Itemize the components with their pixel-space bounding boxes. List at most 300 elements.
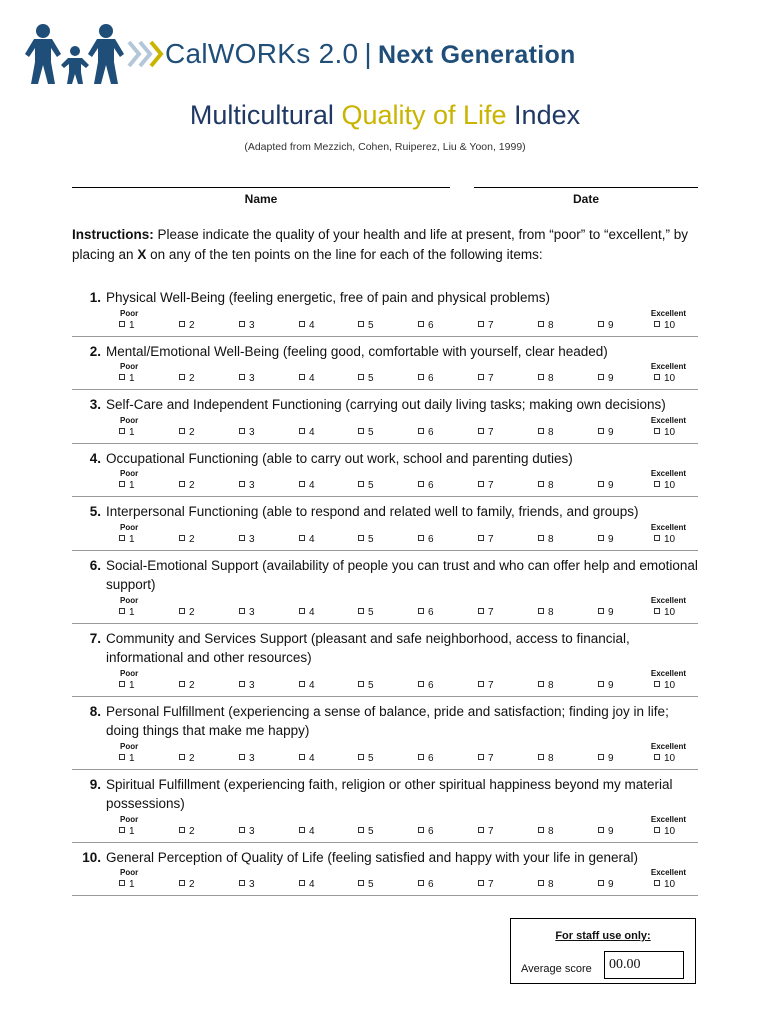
rating-option-label: 10 [664, 606, 676, 618]
rating-option-label: 1 [129, 319, 135, 331]
scale-anchors [72, 415, 698, 426]
checkbox-icon[interactable] [119, 754, 125, 760]
rating-option-label: 3 [249, 825, 255, 837]
checkbox-icon[interactable] [598, 428, 604, 434]
checkbox-icon[interactable] [179, 880, 185, 886]
rating-option[interactable] [418, 480, 434, 491]
rating-option-label: 3 [249, 319, 255, 331]
brand-title [165, 38, 576, 70]
rating-option[interactable] [478, 826, 494, 837]
rating-option[interactable] [239, 480, 255, 491]
rating-scale [72, 825, 698, 839]
checkbox-icon[interactable] [119, 321, 125, 327]
rating-option-label: 7 [488, 480, 494, 491]
checkbox-icon[interactable] [654, 481, 660, 487]
rating-option[interactable] [179, 607, 195, 618]
question-row [72, 502, 698, 522]
checkbox-icon[interactable] [538, 374, 544, 380]
checkbox-icon[interactable] [299, 608, 305, 614]
checkbox-icon[interactable] [119, 374, 125, 380]
rating-option[interactable] [654, 480, 675, 491]
checkbox-icon[interactable] [239, 827, 245, 833]
rating-option[interactable] [418, 680, 434, 691]
rating-option[interactable] [598, 534, 614, 545]
name-field[interactable] [72, 187, 450, 188]
rating-option[interactable] [179, 320, 195, 331]
rating-option[interactable] [598, 753, 614, 764]
rating-option-label: 5 [368, 752, 374, 764]
rating-option[interactable] [358, 607, 374, 618]
checkbox-icon[interactable] [418, 428, 424, 434]
question-item [72, 848, 698, 897]
question-text: Spiritual Fulfillment (experiencing faith, religion or other spiritual happiness beyond my material possessions) [106, 776, 673, 811]
rating-option[interactable] [119, 534, 135, 545]
rating-option[interactable] [418, 320, 434, 331]
rating-option-label: 5 [368, 480, 374, 491]
rating-option[interactable] [358, 680, 374, 691]
question-item [72, 629, 698, 697]
question-item [72, 342, 698, 391]
checkbox-icon[interactable] [538, 535, 544, 541]
question-row [72, 848, 698, 868]
rating-option-label: 4 [309, 319, 315, 331]
checkbox-icon[interactable] [179, 428, 185, 434]
checkbox-icon[interactable] [418, 374, 424, 380]
checkbox-icon[interactable] [654, 681, 660, 687]
checkbox-icon[interactable] [179, 827, 185, 833]
scale-anchors [72, 668, 698, 679]
checkbox-icon[interactable] [478, 481, 484, 487]
question-row [72, 449, 698, 469]
checkbox-icon[interactable] [299, 321, 305, 327]
rating-option[interactable] [119, 373, 135, 384]
question-row [72, 629, 698, 668]
rating-option[interactable] [418, 534, 434, 545]
checkbox-icon[interactable] [418, 681, 424, 687]
rating-option[interactable] [239, 534, 255, 545]
checkbox-icon[interactable] [179, 608, 185, 614]
rating-option[interactable] [179, 826, 195, 837]
checkbox-icon[interactable] [478, 428, 484, 434]
checkbox-icon[interactable] [239, 481, 245, 487]
checkbox-icon[interactable] [299, 681, 305, 687]
poor-label: Poor [120, 415, 139, 425]
rating-option-label: 10 [664, 319, 676, 331]
rating-option-label: 5 [368, 879, 374, 890]
rating-option-label: 2 [189, 679, 195, 691]
rating-option[interactable] [358, 320, 374, 331]
rating-option[interactable] [478, 534, 494, 545]
checkbox-icon[interactable] [119, 535, 125, 541]
checkbox-icon[interactable] [179, 681, 185, 687]
rating-option[interactable] [418, 826, 434, 837]
rating-option[interactable] [239, 753, 255, 764]
checkbox-icon[interactable] [478, 754, 484, 760]
checkbox-icon[interactable] [299, 754, 305, 760]
rating-option[interactable] [358, 826, 374, 837]
rating-option[interactable] [654, 753, 675, 764]
rating-option[interactable] [299, 427, 315, 438]
rating-option[interactable] [478, 373, 494, 384]
checkbox-icon[interactable] [598, 880, 604, 886]
poor-label: Poor [120, 868, 139, 877]
rating-option[interactable] [538, 680, 554, 691]
checkbox-icon[interactable] [538, 880, 544, 886]
rating-scale [72, 479, 698, 493]
checkbox-icon[interactable] [654, 754, 660, 760]
checkbox-icon[interactable] [119, 681, 125, 687]
rating-option[interactable] [239, 373, 255, 384]
question-item [72, 449, 698, 498]
rating-option[interactable] [538, 607, 554, 618]
poor-label: Poor [120, 308, 139, 318]
checkbox-icon[interactable] [598, 321, 604, 327]
rating-option[interactable] [358, 534, 374, 545]
rating-option-label: 3 [249, 533, 255, 545]
rating-option-label: 7 [488, 825, 494, 837]
rating-option[interactable] [299, 607, 315, 618]
rating-option[interactable] [418, 427, 434, 438]
rating-option-label: 10 [664, 879, 676, 890]
checkbox-icon[interactable] [179, 321, 185, 327]
rating-option[interactable] [239, 607, 255, 618]
rating-option[interactable] [598, 680, 614, 691]
rating-option-label: 6 [428, 825, 434, 837]
question-number: 5. [89, 504, 101, 519]
rating-option[interactable] [179, 373, 195, 384]
rating-option-label: 4 [309, 606, 315, 618]
checkbox-icon[interactable] [179, 374, 185, 380]
rating-option[interactable] [239, 320, 255, 331]
question-item [72, 775, 698, 843]
rating-option-label: 10 [664, 752, 676, 764]
checkbox-icon[interactable] [239, 428, 245, 434]
rating-option[interactable] [358, 753, 374, 764]
excellent-label: Excellent [650, 741, 686, 751]
checkbox-icon[interactable] [119, 608, 125, 614]
rating-option[interactable] [119, 427, 135, 438]
excellent-label: Excellent [650, 522, 686, 532]
checkbox-icon[interactable] [538, 681, 544, 687]
rating-option[interactable] [418, 373, 434, 384]
rating-option-label: 7 [488, 426, 494, 438]
rating-option[interactable] [478, 680, 494, 691]
rating-option-label: 4 [309, 373, 315, 384]
rating-option[interactable] [654, 427, 675, 438]
rating-option-label: 1 [129, 679, 135, 691]
checkbox-icon[interactable] [179, 754, 185, 760]
rating-option[interactable] [538, 753, 554, 764]
checkbox-icon[interactable] [654, 535, 660, 541]
rating-option[interactable] [119, 607, 135, 618]
rating-option[interactable] [179, 427, 195, 438]
rating-option[interactable] [538, 480, 554, 491]
rating-option[interactable] [119, 320, 135, 331]
rating-option-label: 10 [664, 426, 676, 438]
rating-option[interactable] [179, 480, 195, 491]
checkbox-icon[interactable] [239, 681, 245, 687]
rating-option[interactable] [598, 879, 614, 890]
checkbox-icon[interactable] [478, 321, 484, 327]
checkbox-icon[interactable] [478, 535, 484, 541]
checkbox-icon[interactable] [478, 880, 484, 886]
checkbox-icon[interactable] [299, 428, 305, 434]
rating-option[interactable] [299, 480, 315, 491]
rating-option[interactable] [654, 534, 675, 545]
rating-option[interactable] [654, 320, 675, 331]
rating-option[interactable] [239, 427, 255, 438]
checkbox-icon[interactable] [538, 827, 544, 833]
rating-scale [72, 319, 698, 333]
rating-option[interactable] [299, 680, 315, 691]
checkbox-icon[interactable] [299, 880, 305, 886]
rating-option[interactable] [478, 427, 494, 438]
checkbox-icon[interactable] [654, 608, 660, 614]
rating-option[interactable] [654, 826, 675, 837]
scale-anchors [72, 814, 698, 825]
checkbox-icon[interactable] [358, 428, 364, 434]
rating-option[interactable] [598, 826, 614, 837]
rating-option[interactable] [299, 320, 315, 331]
poor-label: Poor [120, 741, 139, 751]
checkbox-icon[interactable] [418, 608, 424, 614]
poor-label: Poor [120, 469, 139, 478]
checkbox-icon[interactable] [119, 481, 125, 487]
rating-option-label: 2 [189, 825, 195, 837]
rating-option-label: 6 [428, 480, 434, 491]
rating-option-label: 4 [309, 426, 315, 438]
question-number: 4. [89, 450, 101, 466]
rating-option-label: 7 [488, 752, 494, 764]
checkbox-icon[interactable] [538, 428, 544, 434]
checkbox-icon[interactable] [598, 608, 604, 614]
rating-option-label: 8 [548, 373, 554, 384]
checkbox-icon[interactable] [179, 535, 185, 541]
checkbox-icon[interactable] [358, 481, 364, 487]
checkbox-icon[interactable] [418, 754, 424, 760]
checkbox-icon[interactable] [119, 428, 125, 434]
excellent-label: Excellent [650, 668, 686, 678]
question-text: Personal Fulfillment (experiencing a sense of balance, pride and satisfaction; finding joy in life; doing things that make me happy) [106, 703, 669, 738]
checkbox-icon[interactable] [299, 481, 305, 487]
checkbox-icon[interactable] [239, 321, 245, 327]
scale-anchors [72, 741, 698, 752]
rating-option-label: 7 [488, 879, 494, 890]
checkbox-icon[interactable] [598, 681, 604, 687]
checkbox-icon[interactable] [299, 535, 305, 541]
checkbox-icon[interactable] [654, 428, 660, 434]
rating-option[interactable] [119, 480, 135, 491]
checkbox-icon[interactable] [358, 754, 364, 760]
checkbox-icon[interactable] [538, 608, 544, 614]
rating-option[interactable] [179, 753, 195, 764]
brand-name: CalWORKs 2.0 [165, 38, 359, 69]
checkbox-icon[interactable] [538, 481, 544, 487]
checkbox-icon[interactable] [358, 880, 364, 886]
rating-option[interactable] [654, 879, 675, 890]
rating-option[interactable] [299, 826, 315, 837]
excellent-label: Excellent [650, 814, 686, 824]
checkbox-icon[interactable] [654, 321, 660, 327]
checkbox-icon[interactable] [299, 827, 305, 833]
title-part-2: Quality of Life [341, 100, 507, 130]
rating-option[interactable] [538, 427, 554, 438]
rating-option-label: 10 [664, 825, 676, 837]
checkbox-icon[interactable] [598, 374, 604, 380]
question-number: 10. [82, 849, 101, 865]
question-row [72, 395, 698, 415]
rating-option[interactable] [299, 753, 315, 764]
rating-option[interactable] [478, 480, 494, 491]
checkbox-icon[interactable] [654, 880, 660, 886]
rating-option[interactable] [478, 320, 494, 331]
checkbox-icon[interactable] [418, 880, 424, 886]
question-number: 9. [89, 776, 101, 792]
rating-option[interactable] [119, 826, 135, 837]
rating-option[interactable] [598, 427, 614, 438]
checkbox-icon[interactable] [239, 535, 245, 541]
checkbox-icon[interactable] [538, 754, 544, 760]
checkbox-icon[interactable] [538, 321, 544, 327]
question-row [72, 288, 698, 308]
rating-option[interactable] [478, 879, 494, 890]
checkbox-icon[interactable] [358, 374, 364, 380]
checkbox-icon[interactable] [299, 374, 305, 380]
rating-option[interactable] [418, 753, 434, 764]
checkbox-icon[interactable] [654, 827, 660, 833]
rating-option-label: 6 [428, 533, 434, 545]
rating-option-label: 4 [309, 480, 315, 491]
rating-option-label: 1 [129, 825, 135, 837]
rating-option[interactable] [358, 879, 374, 890]
rating-option[interactable] [358, 480, 374, 491]
rating-option-label: 8 [548, 426, 554, 438]
rating-option[interactable] [418, 607, 434, 618]
poor-label: Poor [120, 522, 139, 532]
checkbox-icon[interactable] [478, 608, 484, 614]
poor-label: Poor [120, 814, 139, 824]
rating-option-label: 4 [309, 825, 315, 837]
question-text: General Perception of Quality of Life (feeling satisfied and happy with your life in general) [106, 849, 639, 865]
rating-option-label: 9 [608, 752, 614, 764]
rating-option[interactable] [299, 879, 315, 890]
instructions-text-b: on any of the ten points on the line for each of the following items: [146, 246, 543, 262]
rating-option-label: 5 [368, 319, 374, 331]
rating-option-label: 8 [548, 606, 554, 618]
checkbox-icon[interactable] [358, 535, 364, 541]
rating-option-label: 1 [129, 373, 135, 384]
checkbox-icon[interactable] [598, 754, 604, 760]
rating-option[interactable] [179, 534, 195, 545]
rating-option[interactable] [598, 480, 614, 491]
rating-option-label: 8 [548, 319, 554, 331]
rating-option-label: 2 [189, 879, 195, 890]
rating-option[interactable] [358, 427, 374, 438]
rating-option[interactable] [538, 373, 554, 384]
checkbox-icon[interactable] [478, 374, 484, 380]
checkbox-icon[interactable] [358, 321, 364, 327]
rating-option[interactable] [654, 607, 675, 618]
rating-option[interactable] [119, 753, 135, 764]
page-subtitle: (Adapted from Mezzich, Cohen, Ruiperez, Liu & Yoon, 1999) [244, 141, 526, 153]
rating-option[interactable] [299, 373, 315, 384]
rating-option[interactable] [654, 680, 675, 691]
rating-option[interactable] [239, 826, 255, 837]
question-text: Interpersonal Functioning (able to respond and related well to family, friends, and groups) [106, 504, 639, 519]
checkbox-icon[interactable] [358, 681, 364, 687]
rating-option[interactable] [358, 373, 374, 384]
rating-option-label: 1 [129, 480, 135, 491]
page-title [0, 100, 770, 131]
checkbox-icon[interactable] [654, 374, 660, 380]
rating-option[interactable] [598, 373, 614, 384]
rating-option-label: 5 [368, 426, 374, 438]
checkbox-icon[interactable] [358, 827, 364, 833]
question-item [72, 288, 698, 337]
checkbox-icon[interactable] [418, 321, 424, 327]
rating-option[interactable] [418, 879, 434, 890]
checkbox-icon[interactable] [239, 880, 245, 886]
checkbox-icon[interactable] [418, 481, 424, 487]
checkbox-icon[interactable] [179, 481, 185, 487]
rating-option[interactable] [598, 607, 614, 618]
rating-option[interactable] [179, 680, 195, 691]
rating-option[interactable] [239, 680, 255, 691]
date-label: Date [572, 192, 599, 206]
rating-option[interactable] [119, 680, 135, 691]
rating-option[interactable] [598, 320, 614, 331]
rating-option[interactable] [299, 534, 315, 545]
rating-option[interactable] [538, 534, 554, 545]
rating-option[interactable] [538, 879, 554, 890]
checkbox-icon[interactable] [119, 880, 125, 886]
checkbox-icon[interactable] [418, 535, 424, 541]
rating-option[interactable] [538, 826, 554, 837]
question-number: 3. [89, 397, 101, 412]
checkbox-icon[interactable] [418, 827, 424, 833]
checkbox-icon[interactable] [239, 608, 245, 614]
rating-option-label: 2 [189, 480, 195, 491]
rating-option[interactable] [478, 607, 494, 618]
checkbox-icon[interactable] [239, 754, 245, 760]
rating-option[interactable] [538, 320, 554, 331]
checkbox-icon[interactable] [598, 535, 604, 541]
checkbox-icon[interactable] [598, 827, 604, 833]
question-number: 2. [89, 343, 101, 359]
checkbox-icon[interactable] [239, 374, 245, 380]
rating-option[interactable] [654, 373, 675, 384]
checkbox-icon[interactable] [358, 608, 364, 614]
rating-option-label: 9 [608, 879, 614, 890]
excellent-label: Excellent [650, 868, 686, 877]
checkbox-icon[interactable] [119, 827, 125, 833]
instructions-x: X [137, 246, 147, 262]
rating-option[interactable] [119, 879, 135, 890]
rating-option[interactable] [179, 879, 195, 890]
rating-option-label: 7 [488, 533, 494, 545]
date-field[interactable] [474, 187, 698, 188]
scale-anchors [72, 595, 698, 606]
checkbox-icon[interactable] [478, 827, 484, 833]
rating-option[interactable] [239, 879, 255, 890]
average-score-field[interactable]: 00.00 [604, 951, 684, 979]
rating-scale [72, 606, 698, 620]
checkbox-icon[interactable] [598, 481, 604, 487]
rating-option[interactable] [478, 753, 494, 764]
checkbox-icon[interactable] [478, 681, 484, 687]
rating-option-label: 1 [129, 426, 135, 438]
rating-option-label: 4 [309, 679, 315, 691]
